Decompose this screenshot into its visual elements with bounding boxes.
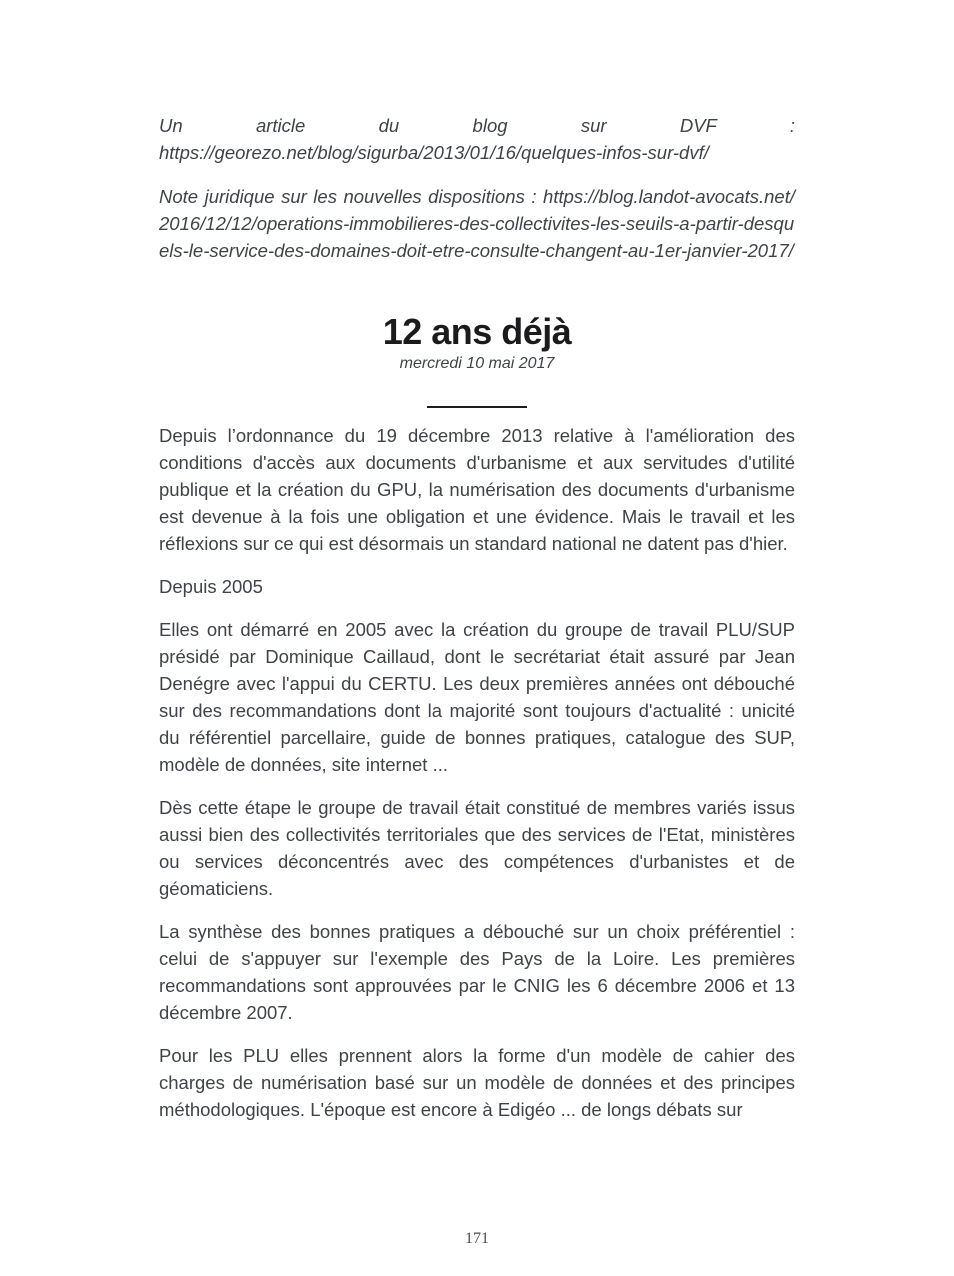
body-paragraph-5: La synthèse des bonnes pratiques a débouché sur un choix préférentiel : celui de s'appuyer sur l'exemple des Pays de la Loire. Les premières recommandations sont approuvées par le CNIG les 6 décembre 2006 et 13 décembre 2007. <box>159 921 795 1023</box>
body-paragraph-6: Pour les PLU elles prennent alors la forme d'un modèle de cahier des charges de numérisation basé sur un modèle de données et des principes méthodologiques. L'époque est encore à Edigéo ... de longs débats sur <box>159 1045 795 1120</box>
body-paragraph-1: Depuis l’ordonnance du 19 décembre 2013 relative à l'amélioration des conditions d'accès aux documents d'urbanisme et aux servitudes d'utilité publique et la création du GPU, la numérisation des documents d'urbanisme est devenue à la fois une obligation et une évidence. Mais le travail et les réflexions sur ce qui est désormais un standard national ne datent pas d'hier. <box>159 425 795 554</box>
page-number: 171 <box>465 1230 489 1247</box>
page-content <box>159 112 795 1139</box>
body-paragraph-2: Depuis 2005 <box>159 576 263 597</box>
body-paragraph-3: Elles ont démarré en 2005 avec la création du groupe de travail PLU/SUP présidé par Dominique Caillaud, dont le secrétariat était assuré par Jean Denégre avec l'appui du CERTU. Les deux premières années ont débouché sur des recommandations dont la majorité sont toujours d'actualité : unicité du référentiel parcellaire, guide de bonnes pratiques, catalogue des SUP, modèle de données, site internet ... <box>159 619 795 775</box>
body-paragraph-4: Dès cette étape le groupe de travail était constitué de membres variés issus aussi bien des collectivités territoriales que des services de l'Etat, ministères ou services déconcentrés avec des compétences d'urbanistes et de géomaticiens. <box>159 797 795 899</box>
article-title: 12 ans déjà <box>382 311 572 352</box>
title-divider <box>427 406 527 408</box>
intro-note-dvf: Un article du blog sur DVF : https://georezo.net/blog/sigurba/2013/01/16/quelques-infos-sur-dvf/ <box>159 115 795 163</box>
article-date: mercredi 10 mai 2017 <box>399 355 555 372</box>
intro-note-legal: Note juridique sur les nouvelles dispositions : https://blog.landot-avocats.net/2016/12/12/operations-immobilieres-des-collectivites-les-seuils-a-partir-desquels-le-service-des-domaines-doit-etre-consulte-changent-au-1er-janvier-2017/ <box>159 186 795 261</box>
